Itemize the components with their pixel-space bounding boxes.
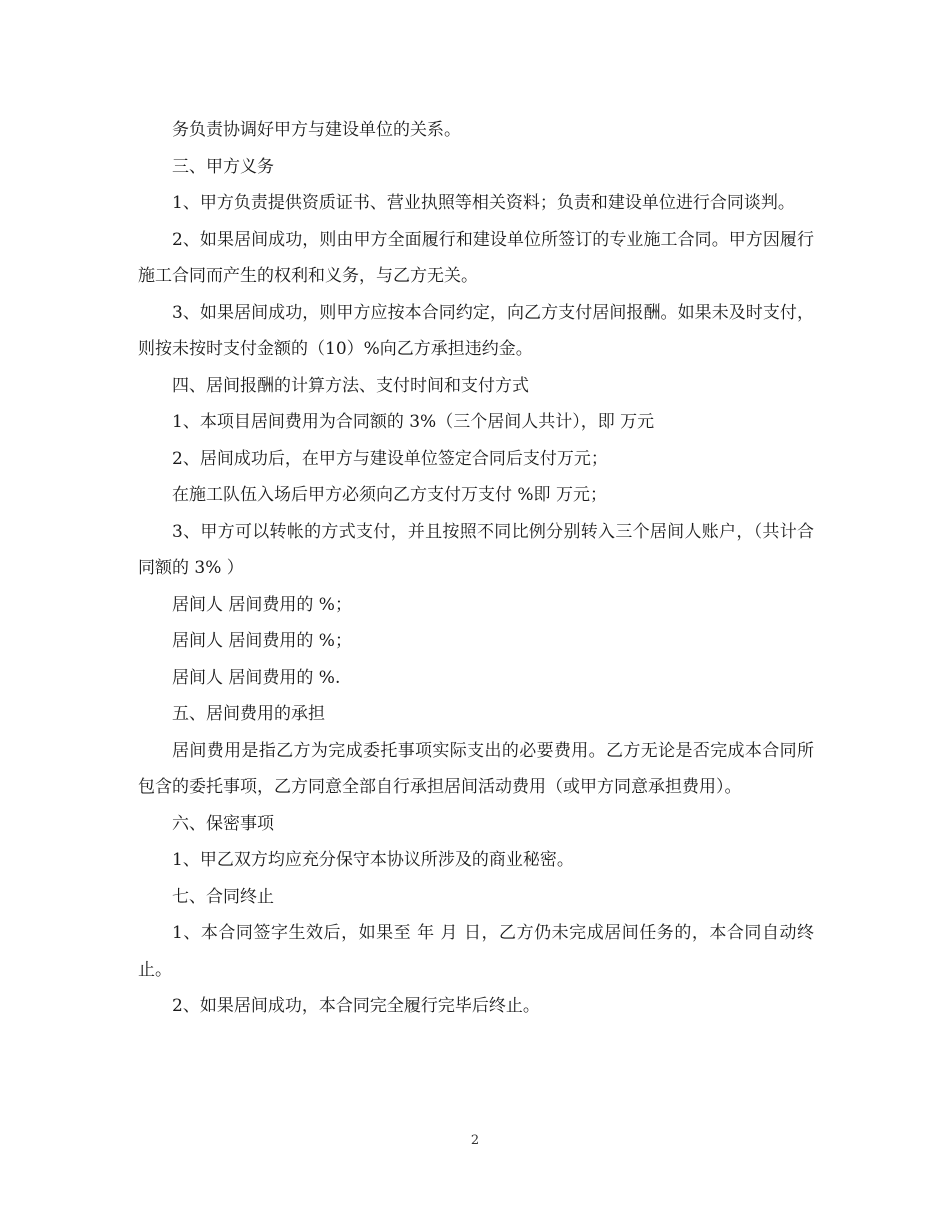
clause-paragraph: 1、本合同签字生效后，如果至 年 月 日，乙方仍未完成居间任务的，本合同自动终止。 bbox=[138, 923, 814, 980]
clause-paragraph: 居间人 居间费用的 %. bbox=[172, 667, 341, 688]
clause-paragraph: 1、甲乙双方均应充分保守本协议所涉及的商业秘密。 bbox=[172, 850, 574, 870]
section-heading-expenses: 五、居间费用的承担 bbox=[172, 704, 325, 724]
clause-paragraph: 2、如果居间成功，则由甲方全面履行和建设单位所签订的专业施工合同。甲方因履行施工合同而产生的权利和义务，与乙方无关。 bbox=[138, 229, 814, 286]
section-heading-termination: 七、合同终止 bbox=[172, 886, 274, 907]
clause-paragraph: 1、甲方负责提供资质证书、营业执照等相关资料；负责和建设单位进行合同谈判。 bbox=[172, 193, 795, 213]
clause-paragraph: 3、甲方可以转帐的方式支付，并且按照不同比例分别转入三个居间人账户，（共计合同额的 3% ） bbox=[138, 521, 814, 578]
clause-paragraph: 2、居间成功后，在甲方与建设单位签定合同后支付万元； bbox=[172, 448, 608, 469]
section-heading-party-a-obligations: 三、甲方义务 bbox=[172, 156, 274, 177]
clause-paragraph: 2、如果居间成功，本合同完全履行完毕后终止。 bbox=[172, 996, 540, 1016]
clause-paragraph: 3、如果居间成功，则甲方应按本合同约定，向乙方支付居间报酬。如果未及时支付，则按未按时支付金额的（10）%向乙方承担违约金。 bbox=[138, 302, 814, 359]
clause-paragraph: 居间人 居间费用的 %； bbox=[172, 631, 352, 651]
paragraph-continuation: 务负责协调好甲方与建设单位的关系。 bbox=[172, 120, 461, 140]
clause-paragraph: 1、本项目居间费用为合同额的 3%（三个居间人共计），即 万元 bbox=[172, 412, 655, 432]
clause-paragraph: 居间费用是指乙方为完成委托事项实际支出的必要费用。乙方无论是否完成本合同所包含的委托事项，乙方同意全部自行承担居间活动费用（或甲方同意承担费用）。 bbox=[138, 740, 814, 797]
page-number: 2 bbox=[470, 1133, 480, 1148]
clause-paragraph: 在施工队伍入场后甲方必须向乙方支付万支付 %即 万元； bbox=[172, 485, 607, 505]
document-body bbox=[138, 112, 814, 1025]
clause-paragraph: 居间人 居间费用的 %； bbox=[172, 594, 352, 615]
section-heading-remuneration: 四、居间报酬的计算方法、支付时间和支付方式 bbox=[172, 375, 529, 396]
section-heading-confidentiality: 六、保密事项 bbox=[172, 813, 274, 834]
